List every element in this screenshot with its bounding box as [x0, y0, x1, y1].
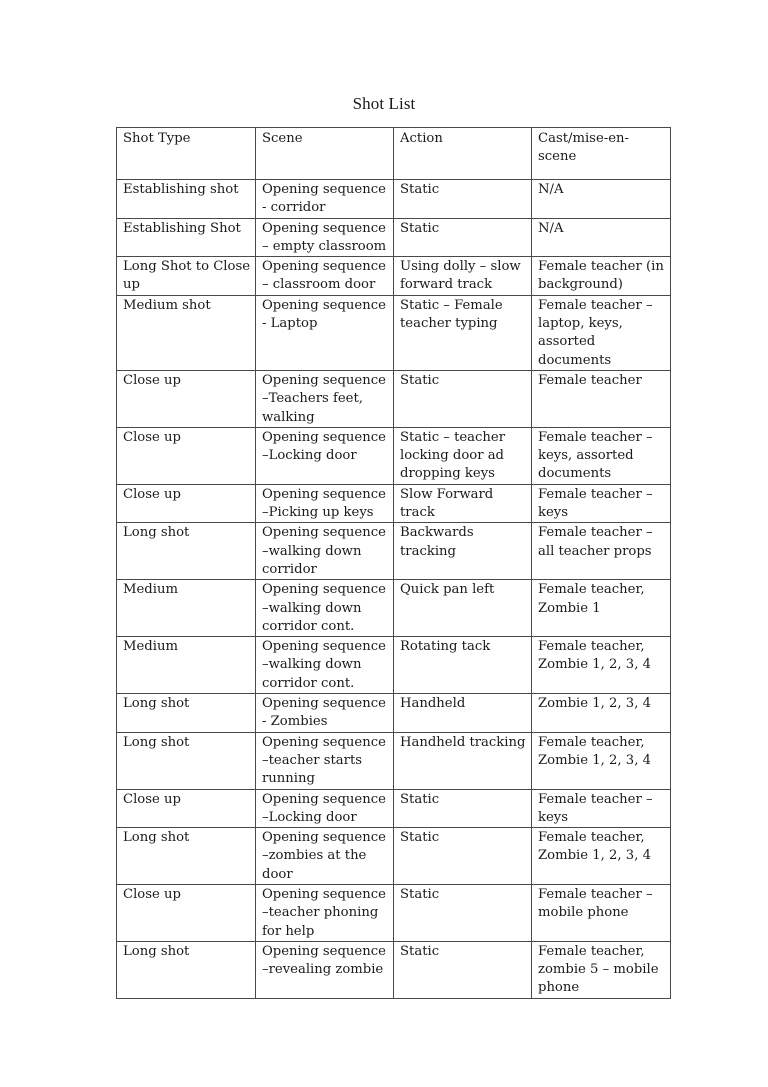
action-cell: Static – Female teacher typing	[400, 297, 503, 332]
table-row	[117, 580, 671, 637]
table-cell	[532, 218, 671, 257]
table-row	[117, 484, 671, 523]
table-cell	[532, 257, 671, 296]
table-cell	[256, 257, 394, 296]
shot-type-cell: Long shot	[123, 943, 190, 959]
table-cell	[394, 637, 532, 694]
table-cell	[256, 694, 394, 733]
action-cell: Static	[400, 182, 440, 197]
table-cell	[394, 257, 532, 296]
action-cell: Static – teacher locking door ad dropping keys	[400, 429, 506, 482]
table-cell	[256, 295, 394, 370]
table-cell	[394, 523, 532, 580]
cast-cell: Female teacher, Zombie 1, 2, 3, 4	[538, 734, 651, 768]
table-cell	[117, 295, 256, 370]
cast-cell: Female teacher – keys, assorted documents	[538, 429, 653, 482]
table-row	[117, 789, 671, 828]
table-cell	[532, 732, 671, 789]
table-cell	[117, 637, 256, 694]
table-row	[117, 637, 671, 694]
scene-cell: Opening sequence –walking down corridor cont.	[262, 639, 386, 691]
table-row	[117, 370, 671, 427]
table-row	[117, 884, 671, 941]
scene-cell: Opening sequence –revealing zombie	[262, 943, 386, 978]
table-cell	[532, 789, 671, 828]
action-cell: Rotating tack	[400, 639, 491, 655]
table-cell	[394, 941, 532, 998]
action-cell: Static	[400, 886, 440, 902]
header-cast-mise-en-scene: Cast/mise-en- scene	[538, 131, 629, 165]
page-title: Shot List	[352, 94, 416, 113]
shot-type-cell: Medium	[123, 582, 178, 598]
shot-type-cell: Medium shot	[123, 297, 211, 313]
action-cell: Static	[400, 943, 440, 959]
table-cell	[394, 884, 532, 941]
table-cell	[256, 180, 394, 219]
action-cell: Quick pan left	[400, 582, 495, 598]
shot-type-cell: Long Shot to Close up	[123, 259, 251, 293]
table-cell	[117, 789, 256, 828]
table-cell	[256, 637, 394, 694]
table-cell	[256, 941, 394, 998]
cast-cell: Female teacher – all teacher props	[538, 525, 653, 559]
table-cell	[394, 295, 532, 370]
shot-type-cell: Close up	[123, 372, 181, 388]
table-cell	[532, 484, 671, 523]
header-cell	[256, 128, 394, 180]
shot-type-cell: Close up	[123, 791, 181, 807]
shot-type-cell: Long shot	[123, 734, 190, 750]
table-cell	[532, 370, 671, 427]
table-cell	[256, 884, 394, 941]
table-cell	[532, 694, 671, 733]
table-cell	[394, 732, 532, 789]
action-cell: Handheld tracking	[400, 734, 526, 750]
header-scene: Scene	[262, 131, 303, 146]
table-cell	[117, 218, 256, 257]
table-cell	[394, 580, 532, 637]
cast-cell: N/A	[538, 220, 564, 236]
table-cell	[532, 580, 671, 637]
scene-cell: Opening sequence – empty classroom	[262, 220, 387, 254]
table-cell	[532, 523, 671, 580]
table-cell	[394, 180, 532, 219]
header-cell	[532, 128, 671, 180]
cast-cell: Female teacher, Zombie 1	[538, 582, 645, 616]
shot-type-cell: Long shot	[123, 696, 190, 712]
table-cell	[117, 941, 256, 998]
table-row	[117, 257, 671, 296]
table-cell	[256, 732, 394, 789]
table-cell	[394, 218, 532, 257]
shot-type-cell: Establishing Shot	[123, 220, 241, 236]
scene-cell: Opening sequence –Locking door	[262, 791, 386, 825]
table-row	[117, 218, 671, 257]
scene-cell: Opening sequence –Locking door	[262, 429, 386, 464]
action-cell: Static	[400, 791, 440, 807]
table-row	[117, 694, 671, 733]
table-row	[117, 828, 671, 885]
table-cell	[256, 789, 394, 828]
cast-cell: Female teacher, Zombie 1, 2, 3, 4	[538, 830, 651, 864]
cast-cell: Female teacher	[538, 372, 642, 388]
table-cell	[532, 427, 671, 484]
scene-cell: Opening sequence –zombies at the door	[262, 830, 386, 882]
cast-cell: Female teacher – mobile phone	[538, 886, 653, 921]
table-cell	[117, 180, 256, 219]
table-cell	[394, 828, 532, 885]
table-cell	[532, 295, 671, 370]
table-cell	[256, 370, 394, 427]
table-cell	[394, 370, 532, 427]
action-cell: Handheld	[400, 696, 466, 712]
table-cell	[117, 257, 256, 296]
scene-cell: Opening sequence –walking down corridor cont.	[262, 582, 386, 634]
cast-cell: Female teacher (in background)	[538, 259, 664, 293]
table-cell	[117, 580, 256, 637]
shot-type-cell: Long shot	[123, 525, 190, 541]
scene-cell: Opening sequence –walking down corridor	[262, 525, 386, 577]
cast-cell: N/A	[538, 182, 564, 197]
table-row	[117, 427, 671, 484]
scene-cell: Opening sequence –Teachers feet, walking	[262, 372, 386, 425]
scene-cell: Opening sequence – classroom door	[262, 259, 386, 293]
cast-cell: Female teacher – keys	[538, 486, 653, 521]
shot-list-table	[116, 127, 671, 999]
header-shot-type: Shot Type	[123, 131, 191, 146]
scene-cell: Opening sequence –teacher starts running	[262, 734, 386, 787]
scene-cell: Opening sequence - corridor	[262, 182, 386, 216]
table-cell	[394, 484, 532, 523]
shot-type-cell: Close up	[123, 486, 181, 502]
cast-cell: Female teacher, Zombie 1, 2, 3, 4	[538, 639, 651, 673]
table-cell	[256, 828, 394, 885]
shot-type-cell: Long shot	[123, 830, 190, 846]
cast-cell: Female teacher – laptop, keys, assorted documents	[538, 297, 653, 368]
table-row	[117, 180, 671, 219]
action-cell: Using dolly – slow forward track	[400, 259, 521, 293]
table-cell	[117, 694, 256, 733]
table-cell	[117, 427, 256, 484]
table-cell	[532, 637, 671, 694]
table-cell	[256, 427, 394, 484]
shot-type-cell: Establishing shot	[123, 182, 239, 197]
table-row	[117, 941, 671, 998]
cast-cell: Female teacher – keys	[538, 791, 653, 825]
table-cell	[532, 941, 671, 998]
action-cell: Backwards tracking	[400, 525, 474, 559]
shot-type-cell: Close up	[123, 429, 181, 445]
table-cell	[532, 828, 671, 885]
header-cell	[394, 128, 532, 180]
table-cell	[117, 732, 256, 789]
scene-cell: Opening sequence - Zombies	[262, 696, 386, 730]
table-cell	[256, 218, 394, 257]
table-cell	[394, 694, 532, 733]
scene-cell: Opening sequence –Picking up keys	[262, 486, 386, 521]
cast-cell: Female teacher, zombie 5 – mobile phone	[538, 943, 659, 996]
action-cell: Static	[400, 372, 440, 388]
table-cell	[256, 523, 394, 580]
action-cell: Slow Forward track	[400, 486, 494, 521]
header-cell	[117, 128, 256, 180]
table-header-row	[117, 128, 671, 180]
table-row	[117, 523, 671, 580]
table-cell	[117, 370, 256, 427]
shot-list-body	[117, 128, 671, 999]
table-cell	[117, 484, 256, 523]
table-row	[117, 732, 671, 789]
table-cell	[394, 427, 532, 484]
table-cell	[394, 789, 532, 828]
table-cell	[532, 180, 671, 219]
table-cell	[117, 884, 256, 941]
cast-cell: Zombie 1, 2, 3, 4	[538, 696, 651, 712]
action-cell: Static	[400, 220, 440, 236]
table-cell	[256, 484, 394, 523]
table-row	[117, 295, 671, 370]
table-cell	[256, 580, 394, 637]
table-cell	[117, 523, 256, 580]
scene-cell: Opening sequence –teacher phoning for help	[262, 886, 386, 939]
shot-type-cell: Medium	[123, 639, 178, 655]
scene-cell: Opening sequence - Laptop	[262, 297, 386, 332]
table-cell	[117, 828, 256, 885]
action-cell: Static	[400, 830, 440, 846]
header-action: Action	[400, 131, 443, 146]
table-cell	[532, 884, 671, 941]
shot-type-cell: Close up	[123, 886, 181, 902]
